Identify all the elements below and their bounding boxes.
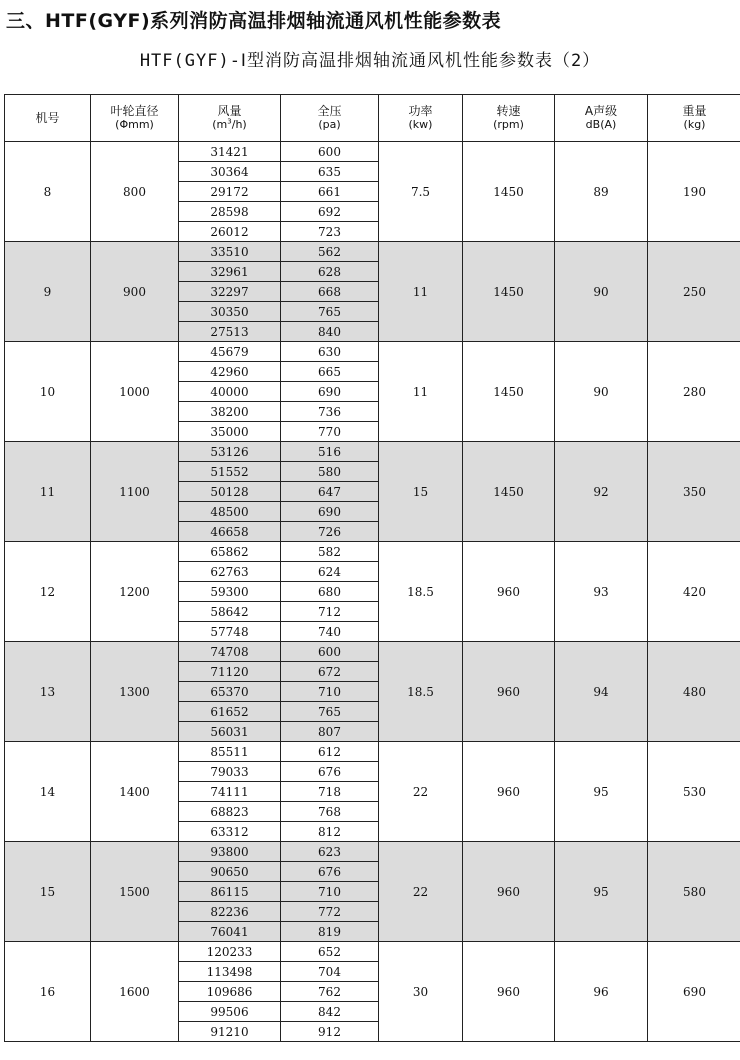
power-cell: 11 — [379, 342, 463, 442]
table-row — [5, 342, 740, 362]
airflow-cell: 65370 — [179, 682, 281, 702]
model-cell: 15 — [5, 842, 91, 942]
pressure-cell: 668 — [281, 282, 379, 302]
pressure-cell: 628 — [281, 262, 379, 282]
power-cell: 15 — [379, 442, 463, 542]
pressure-cell: 692 — [281, 202, 379, 222]
airflow-cell: 68823 — [179, 802, 281, 822]
pressure-cell: 582 — [281, 542, 379, 562]
pressure-cell: 723 — [281, 222, 379, 242]
model-cell: 13 — [5, 642, 91, 742]
table-row — [5, 942, 740, 962]
header-diameter: 叶轮直径 (Φmm) — [91, 95, 179, 142]
airflow-cell: 113498 — [179, 962, 281, 982]
pressure-cell: 630 — [281, 342, 379, 362]
pressure-cell: 710 — [281, 882, 379, 902]
airflow-cell: 31421 — [179, 142, 281, 162]
airflow-cell: 90650 — [179, 862, 281, 882]
table-row — [5, 142, 740, 162]
pressure-cell: 690 — [281, 382, 379, 402]
model-cell: 9 — [5, 242, 91, 342]
table-header-row — [5, 95, 740, 142]
airflow-cell: 109686 — [179, 982, 281, 1002]
pressure-cell: 704 — [281, 962, 379, 982]
noise-cell: 95 — [555, 742, 648, 842]
airflow-cell: 35000 — [179, 422, 281, 442]
airflow-cell: 27513 — [179, 322, 281, 342]
diameter-cell: 1500 — [91, 842, 179, 942]
airflow-cell: 38200 — [179, 402, 281, 422]
noise-cell: 93 — [555, 542, 648, 642]
pressure-cell: 600 — [281, 142, 379, 162]
airflow-cell: 53126 — [179, 442, 281, 462]
weight-cell: 280 — [648, 342, 740, 442]
speed-cell: 1450 — [463, 142, 555, 242]
airflow-cell: 40000 — [179, 382, 281, 402]
airflow-cell: 85511 — [179, 742, 281, 762]
pressure-cell: 562 — [281, 242, 379, 262]
pressure-cell: 600 — [281, 642, 379, 662]
model-cell: 16 — [5, 942, 91, 1042]
table-title: HTF(GYF)-Ⅰ型消防高温排烟轴流通风机性能参数表（2） — [139, 51, 601, 71]
airflow-cell: 28598 — [179, 202, 281, 222]
pressure-cell: 812 — [281, 822, 379, 842]
airflow-cell: 32297 — [179, 282, 281, 302]
airflow-cell: 76041 — [179, 922, 281, 942]
airflow-cell: 57748 — [179, 622, 281, 642]
diameter-cell: 1000 — [91, 342, 179, 442]
pressure-cell: 580 — [281, 462, 379, 482]
header-power: 功率 (kw) — [379, 95, 463, 142]
speed-cell: 960 — [463, 942, 555, 1042]
diameter-cell: 1100 — [91, 442, 179, 542]
airflow-cell: 56031 — [179, 722, 281, 742]
speed-cell: 960 — [463, 842, 555, 942]
weight-cell: 690 — [648, 942, 740, 1042]
airflow-cell: 71120 — [179, 662, 281, 682]
power-cell: 22 — [379, 742, 463, 842]
pressure-cell: 710 — [281, 682, 379, 702]
pressure-cell: 647 — [281, 482, 379, 502]
pressure-cell: 770 — [281, 422, 379, 442]
pressure-cell: 840 — [281, 322, 379, 342]
pressure-cell: 676 — [281, 862, 379, 882]
weight-cell: 350 — [648, 442, 740, 542]
power-cell: 11 — [379, 242, 463, 342]
header-speed: 转速 (rpm) — [463, 95, 555, 142]
airflow-cell: 79033 — [179, 762, 281, 782]
speed-cell: 960 — [463, 742, 555, 842]
pressure-cell: 712 — [281, 602, 379, 622]
pressure-cell: 765 — [281, 702, 379, 722]
diameter-cell: 1600 — [91, 942, 179, 1042]
table-row — [5, 842, 740, 862]
pressure-cell: 635 — [281, 162, 379, 182]
pressure-cell: 661 — [281, 182, 379, 202]
power-cell: 7.5 — [379, 142, 463, 242]
model-cell: 8 — [5, 142, 91, 242]
airflow-cell: 63312 — [179, 822, 281, 842]
weight-cell: 190 — [648, 142, 740, 242]
airflow-cell: 58642 — [179, 602, 281, 622]
weight-cell: 480 — [648, 642, 740, 742]
airflow-cell: 62763 — [179, 562, 281, 582]
diameter-cell: 1200 — [91, 542, 179, 642]
airflow-cell: 86115 — [179, 882, 281, 902]
airflow-cell: 30364 — [179, 162, 281, 182]
table-row — [5, 542, 740, 562]
pressure-cell: 676 — [281, 762, 379, 782]
pressure-cell: 768 — [281, 802, 379, 822]
speed-cell: 960 — [463, 642, 555, 742]
fan-spec-table — [4, 94, 740, 1042]
airflow-cell: 82236 — [179, 902, 281, 922]
pressure-cell: 807 — [281, 722, 379, 742]
power-cell: 18.5 — [379, 642, 463, 742]
weight-cell: 250 — [648, 242, 740, 342]
pressure-cell: 665 — [281, 362, 379, 382]
table-row — [5, 642, 740, 662]
airflow-cell: 33510 — [179, 242, 281, 262]
noise-cell: 89 — [555, 142, 648, 242]
pressure-cell: 690 — [281, 502, 379, 522]
noise-cell: 90 — [555, 242, 648, 342]
pressure-cell: 672 — [281, 662, 379, 682]
pressure-cell: 718 — [281, 782, 379, 802]
pressure-cell: 772 — [281, 902, 379, 922]
model-cell: 11 — [5, 442, 91, 542]
airflow-cell: 74708 — [179, 642, 281, 662]
airflow-cell: 42960 — [179, 362, 281, 382]
table-row — [5, 742, 740, 762]
airflow-cell: 48500 — [179, 502, 281, 522]
noise-cell: 92 — [555, 442, 648, 542]
airflow-cell: 91210 — [179, 1022, 281, 1042]
speed-cell: 1450 — [463, 442, 555, 542]
airflow-cell: 99506 — [179, 1002, 281, 1022]
airflow-cell: 61652 — [179, 702, 281, 722]
airflow-cell: 32961 — [179, 262, 281, 282]
pressure-cell: 612 — [281, 742, 379, 762]
airflow-cell: 51552 — [179, 462, 281, 482]
pressure-cell: 740 — [281, 622, 379, 642]
diameter-cell: 1400 — [91, 742, 179, 842]
weight-cell: 420 — [648, 542, 740, 642]
speed-cell: 960 — [463, 542, 555, 642]
pressure-cell: 516 — [281, 442, 379, 462]
model-cell: 10 — [5, 342, 91, 442]
table-row — [5, 242, 740, 262]
pressure-cell: 765 — [281, 302, 379, 322]
pressure-cell: 912 — [281, 1022, 379, 1042]
header-model: 机号 — [5, 95, 91, 142]
power-cell: 30 — [379, 942, 463, 1042]
model-cell: 14 — [5, 742, 91, 842]
pressure-cell: 624 — [281, 562, 379, 582]
noise-cell: 94 — [555, 642, 648, 742]
speed-cell: 1450 — [463, 342, 555, 442]
page-heading: 三、HTF(GYF)系列消防高温排烟轴流通风机性能参数表 — [6, 10, 502, 32]
header-noise: A声级 dB(A) — [555, 95, 648, 142]
weight-cell: 530 — [648, 742, 740, 842]
power-cell: 18.5 — [379, 542, 463, 642]
airflow-cell: 74111 — [179, 782, 281, 802]
noise-cell: 90 — [555, 342, 648, 442]
speed-cell: 1450 — [463, 242, 555, 342]
airflow-cell: 29172 — [179, 182, 281, 202]
pressure-cell: 819 — [281, 922, 379, 942]
diameter-cell: 1300 — [91, 642, 179, 742]
pressure-cell: 726 — [281, 522, 379, 542]
weight-cell: 580 — [648, 842, 740, 942]
power-cell: 22 — [379, 842, 463, 942]
model-cell: 12 — [5, 542, 91, 642]
airflow-cell: 26012 — [179, 222, 281, 242]
table-row — [5, 442, 740, 462]
pressure-cell: 623 — [281, 842, 379, 862]
airflow-cell: 45679 — [179, 342, 281, 362]
header-airflow: 风量 $(m^3/h)$ — [179, 95, 281, 142]
airflow-cell: 65862 — [179, 542, 281, 562]
airflow-cell: 50128 — [179, 482, 281, 502]
pressure-cell: 762 — [281, 982, 379, 1002]
airflow-cell: 46658 — [179, 522, 281, 542]
diameter-cell: 800 — [91, 142, 179, 242]
header-weight: 重量 (kg) — [648, 95, 740, 142]
airflow-cell: 93800 — [179, 842, 281, 862]
table-body — [5, 142, 740, 1042]
airflow-cell: 30350 — [179, 302, 281, 322]
pressure-cell: 652 — [281, 942, 379, 962]
airflow-cell: 120233 — [179, 942, 281, 962]
header-pressure: 全压 (pa) — [281, 95, 379, 142]
pressure-cell: 842 — [281, 1002, 379, 1022]
noise-cell: 95 — [555, 842, 648, 942]
pressure-cell: 736 — [281, 402, 379, 422]
airflow-cell: 59300 — [179, 582, 281, 602]
pressure-cell: 680 — [281, 582, 379, 602]
noise-cell: 96 — [555, 942, 648, 1042]
diameter-cell: 900 — [91, 242, 179, 342]
